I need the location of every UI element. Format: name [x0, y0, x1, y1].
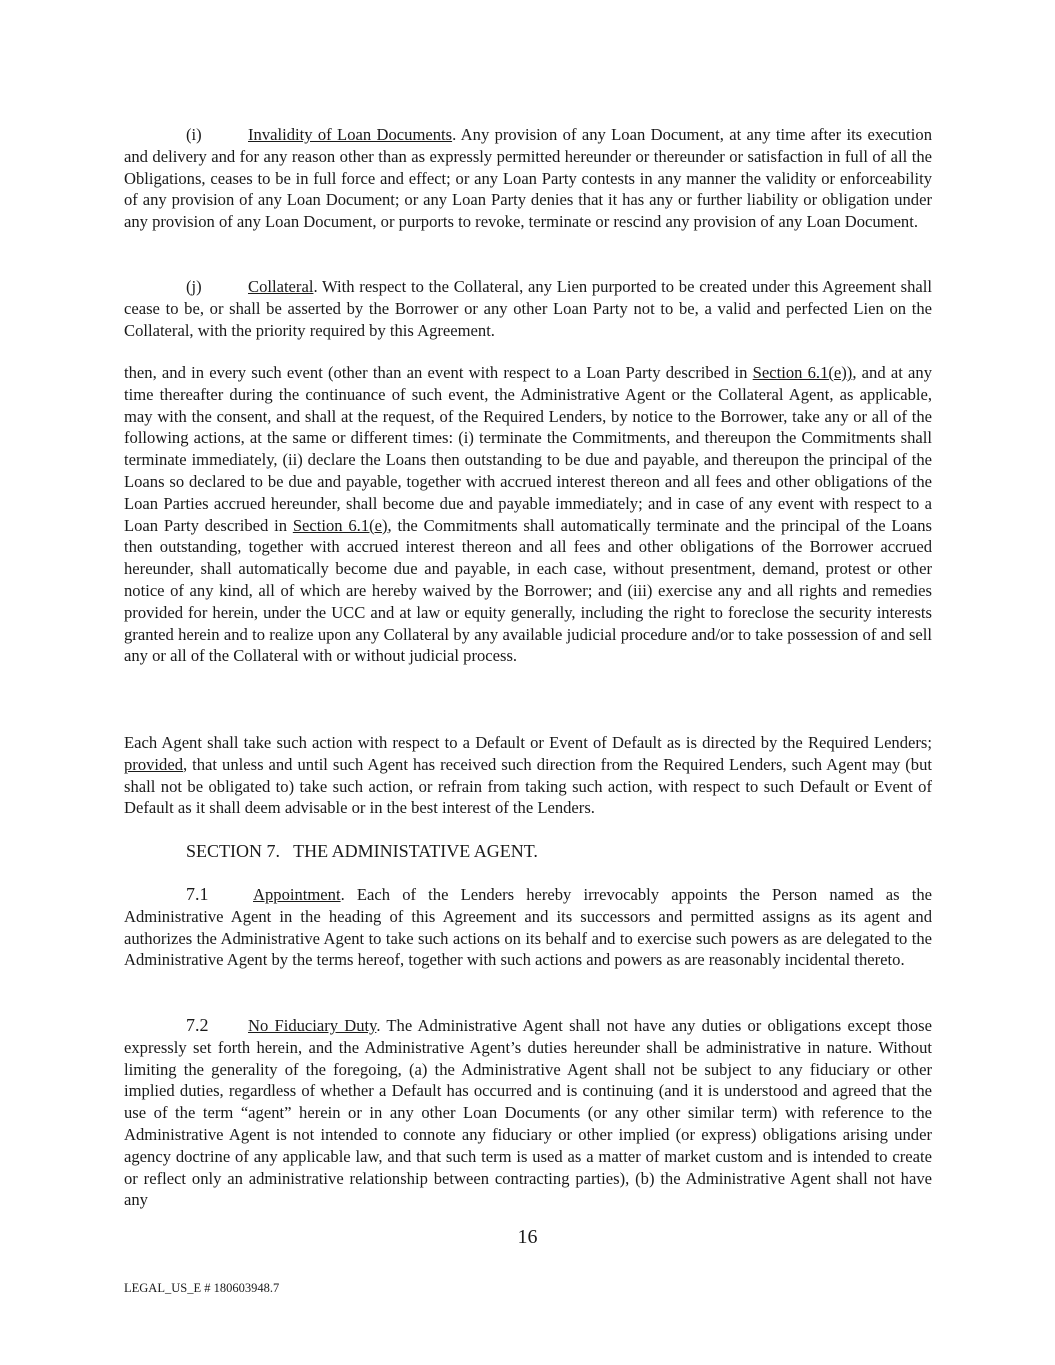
paragraph-then-text-2: , and at any time thereafter during the continuance of such event, the Administrative Agent or the Collateral Agent, as applicable, may with the consent, and shall at the request, of the Required Lenders, by notice to the Borrower, take any or all of the following actions, at the same or different times: (i) terminate the Commitments, and thereupon the Commitments shall terminate immediately, (ii) declare the Loans then outstanding to be due and payable, and thereupon the principal of the Loans so declared to be due and payable, together with accrued interest thereon and all fees and other obligations of the Loan Parties accrued hereunder, shall become due and payable immediately; and in case of any event with respect to a Loan Party described in [124, 363, 932, 535]
paragraph-j [124, 276, 932, 341]
paragraph-7-1-number: 7.1 [186, 884, 209, 904]
paragraph-7-1-title: Appointment [253, 885, 341, 904]
paragraph-7-1 [124, 884, 932, 971]
paragraph-i-number: (i) [186, 125, 202, 144]
paragraph-7-2-text: . The Administrative Agent shall not have any duties or obligations except those expressly set forth herein, and the Administrative Agent’s duties hereunder shall be administrative in nature. Without limiting the generality of the foregoing, (a) the Administrative Agent shall not be subject to any fiduciary or other implied duties, regardless of whether a Default has occurred and is continuing (and it is understood and agreed that the use of the term “agent” herein or in any other Loan Documents (or any other similar term) with reference to the Administrative Agent is not intended to connote any fiduciary or other implied (or express) obligations arising under agency doctrine of any applicable law, and that such term is used as a matter of market custom and is intended to create or reflect only an administrative relationship between contracting parties), (b) the Administrative Agent shall not have any [124, 1016, 932, 1210]
paragraph-then [124, 362, 932, 667]
paragraph-each-agent [124, 732, 932, 819]
paragraph-j-title: Collateral [248, 277, 314, 296]
section-reference-2: Section 6.1(e) [292, 515, 388, 535]
paragraph-7-1-text: . Each of the Lenders hereby irrevocably appoints the Person named as the Administrative Agent in the heading of this Agreement and its successors and permitted assigns as its agent and authorizes the Administrative Agent to take such actions on its behalf and to exercise such powers as are delegated to the Administrative Agent by the terms hereof, together with such actions and powers as are reasonably incidental thereto. [124, 885, 932, 970]
paragraph-then-text-1: then, and in every such event (other than an event with respect to a Loan Party described in [124, 363, 753, 382]
paragraph-i-text: . Any provision of any Loan Document, at any time after its execution and delivery and for any reason other than as expressly permitted hereunder or thereunder or satisfaction in full of all the Obligations, ceases to be in full force and effect; or any Loan Party contests in any manner the validity or enforceability of any provision of any Loan Document; or any Loan Party denies that it has any or further liability or obligation under any provision of any Loan Document, or purports to revoke, terminate or rescind any provision of any Loan Document. [124, 125, 932, 232]
paragraph-j-number: (j) [186, 277, 202, 296]
paragraph-j-text: . With respect to the Collateral, any Lien purported to be created under this Agreement shall cease to be, or shall be asserted by the Borrower or any other Loan Party not to be, a valid and perfected Lien on the Collateral, with the priority required by this Agreement. [124, 277, 932, 340]
provided-term: provided [124, 754, 183, 774]
paragraph-each-text-2: , that unless and until such Agent has received such direction from the Required Lenders, such Agent may (but shall not be obligated to) take such action, or refrain from taking such action, with respect to such Default or Event of Default as it shall deem advisable or in the best interest of the Lenders. [124, 754, 932, 818]
paragraph-7-2 [124, 1015, 932, 1211]
paragraph-i [124, 124, 932, 233]
paragraph-7-2-title: No Fiduciary Duty [248, 1016, 377, 1035]
paragraph-then-text-3: , the Commitments shall automatically terminate and the principal of the Loans then outstanding, together with accrued interest thereon and all fees and other obligations of the Borrower accrued hereunder, shall automatically become due and payable, in each case, without presentment, demand, protest or other notice of any kind, all of which are hereby waived by the Borrower; and (iii) exercise any and all rights and remedies provided for herein, under the UCC and at law or equity generally, including the right to foreclose the security interests granted herein and to realize upon any Collateral by any available judicial procedure and/or to take possession of and sell any or all of the Collateral with or without judicial process. [124, 515, 932, 666]
page-number: 16 [517, 1226, 538, 1248]
paragraph-each-text-1: Each Agent shall take such action with respect to a Default or Event of Default as is directed by the Required Lenders; [124, 733, 932, 752]
document-footer: LEGAL_US_E # 180603948.7 [124, 1281, 280, 1295]
section-heading: SECTION 7. THE ADMINISTATIVE AGENT. [186, 841, 538, 861]
paragraph-7-2-number: 7.2 [186, 1015, 209, 1035]
section-reference-1: Section 6.1(e)) [752, 363, 853, 382]
paragraph-i-title: Invalidity of Loan Documents [248, 125, 453, 144]
